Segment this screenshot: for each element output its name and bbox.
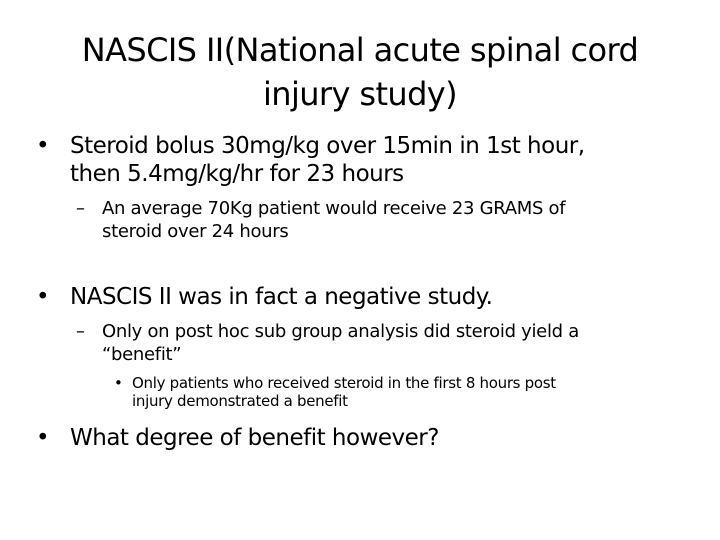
bullet-marker: • <box>36 425 50 451</box>
sub-bullet-text-line-2: steroid over 24 hours <box>102 221 289 242</box>
sub-sub-bullet-text-line-2: injury demonstrated a benefit <box>132 392 348 410</box>
bullet-marker: • <box>36 133 50 159</box>
bullet-text-line-1: Steroid bolus 30mg/kg over 15min in 1st hour, <box>70 133 585 159</box>
sub-bullet-text-line-1: Only on post hoc sub group analysis did steroid yield a <box>102 321 579 342</box>
bullet-text-line-1: What degree of benefit however? <box>70 425 439 451</box>
sub-bullet-text-line-1: An average 70Kg patient would receive 23 GRAMS of <box>102 198 566 219</box>
sub-sub-bullet-first-8-hours <box>114 374 556 410</box>
dash-marker: – <box>76 321 85 342</box>
bullet-marker: • <box>114 374 123 392</box>
sub-bullet-average-dose <box>76 197 566 243</box>
bullet-negative-study <box>36 283 493 311</box>
bullet-marker: • <box>36 284 50 310</box>
sub-bullet-text-line-2: “benefit” <box>102 344 182 365</box>
bullet-text-line-2: then 5.4mg/kg/hr for 23 hours <box>70 161 404 187</box>
slide-title <box>60 28 660 116</box>
dash-marker: – <box>76 198 85 219</box>
sub-sub-bullet-text-line-1: Only patients who received steroid in the first 8 hours post <box>132 374 556 392</box>
bullet-degree-of-benefit <box>36 424 439 452</box>
slide-title-line-2: injury study) <box>262 75 458 113</box>
sub-bullet-post-hoc <box>76 320 579 366</box>
bullet-text-line-1: NASCIS II was in fact a negative study. <box>70 284 493 310</box>
bullet-dosing <box>36 132 585 188</box>
slide-title-line-1: NASCIS II(National acute spinal cord <box>81 31 639 69</box>
